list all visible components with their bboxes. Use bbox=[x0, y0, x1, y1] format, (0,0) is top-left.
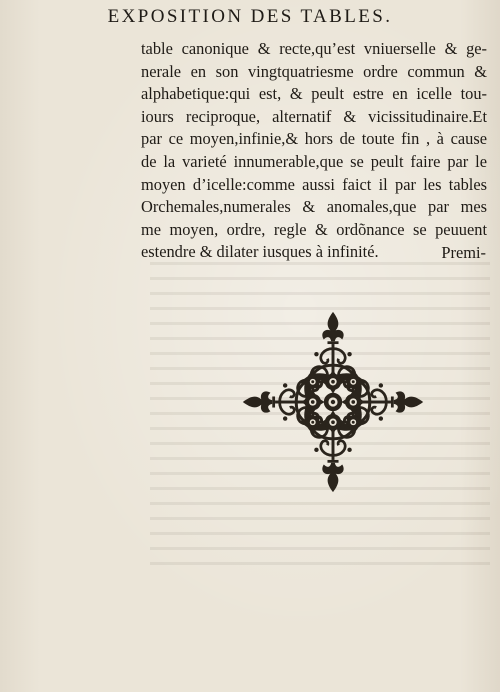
text-line: estendre & dilater iusques à infinité. bbox=[141, 242, 379, 262]
text-line: Orchemales,numerales & anomales,que par mes bbox=[141, 197, 487, 217]
text-line: nerale en son vingtquatriesme ordre commun & bbox=[141, 61, 487, 81]
fleuron-ornament-icon bbox=[241, 310, 425, 494]
body-text bbox=[141, 38, 487, 264]
text-line: table canonique & recte,qu’est vniuerselle & ge- bbox=[141, 39, 487, 58]
text-line: de la varieté innumerable,que se peult faire par le bbox=[141, 151, 487, 171]
catchword: Premi- bbox=[441, 243, 486, 262]
text-line: me moyen, ordre, regle & ordõnance se peuuent bbox=[141, 219, 487, 239]
text-line: iours reciproque, alternatif & vicissitudinaire.Et bbox=[141, 106, 487, 126]
running-head: EXPOSITION DES TABLES. bbox=[107, 6, 393, 27]
text-line: moyen d’icelle:comme aussi faict il par les tables bbox=[141, 174, 487, 194]
text-line: alphabetique:qui est, & peult estre en icelle tou- bbox=[141, 84, 487, 104]
text-line: par ce moyen,infinie,& hors de toute fin , à cause bbox=[141, 129, 487, 149]
